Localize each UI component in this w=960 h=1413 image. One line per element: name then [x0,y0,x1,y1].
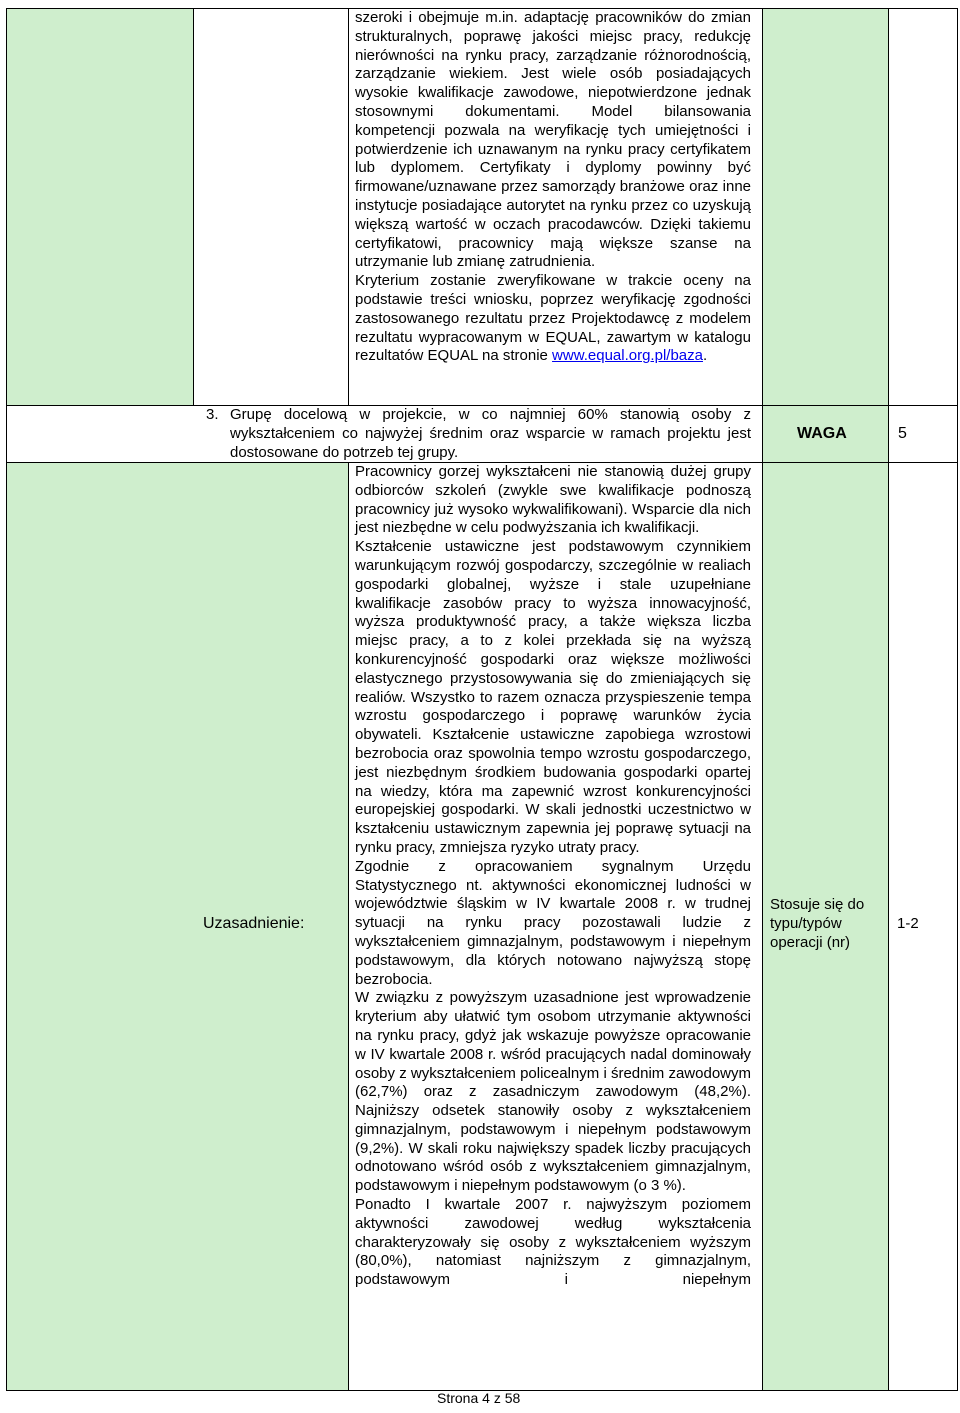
justification-paragraph: Pracownicy gorzej wykształceni nie stanowią dużej grupy odbiorców szkoleń (zwykle swe kwalifikacje podnoszą pracownicy już wysoko wykwalifikowani). Wsparcie dla nich jest niezbędne w celu podwyższania ich kwalifikacji. [355,463,751,537]
justification-paragraph: Kształcenie ustawiczne jest podstawowym czynnikiem warunkującym rozwój gospodarczy, szczególnie w realiach gospodarki globalnej, wyższe i stale uzupełniane kwalifikacje zasobów pracy to wyższa innowacyjność, wyższa produktywność pracy, a także większa liczba miejsc pracy, a to z kolei przekłada się na wyższą konkurencyjność gospodarki oraz większe możliwości elastycznego przystosowywania się do zmieniających się realiów. Wszystko to razem oznacza przyspieszenie tempa wzrostu gospodarczego i poprawę warunków życia obywateli. Kształcenie ustawiczne zapobiega wzrostowi bezrobocia oraz spowolnia tempo wzrostu gospodarczego, jest niezbędnym środkiem budowania gospodarki opartej na wiedzy, która ma zapewnić wzrost konkurencyjności europejskiej gospodarki. W skali jednostki uczestnictwo w kształceniu ustawicznym zapewnia jej poprawę sytuacji na rynku pracy, zmniejsza ryzyko utraty pracy. [355,538,751,856]
waga-value: 5 [898,425,907,442]
waga-label: WAGA [797,425,847,442]
kryterium-paragraph [355,272,751,366]
col-border-c [762,8,763,1391]
table-left-border [6,8,7,1391]
col-border-b [348,8,349,405]
justification-label: Uzasadnienie: [203,915,305,932]
criterion-text: Grupę docelową w projekcie, w co najmniej 60% stanowią osoby z wykształceniem co najwyżej średnim oraz wsparcie w ramach projektu jest dostosowane do potrzeb tej grupy. [230,406,751,461]
top-paragraph: szeroki i obejmuje m.in. adaptację pracowników do zmian strukturalnych, poprawę jakości miejsc pracy, redukcję nierówności na rynku pracy, zarządzanie różnorodnością, zarządzanie wiekiem. Jest wiele osób posiadających wysokie kwalifikacje zawodowe, niepotwierdzone jednak stosownymi dokumentami. Model bilansowania kompetencji pozwala na weryfikację tych umiejętności i potwierdzenie ich uznawanym na rynku pracy certyfikatem lub dyplomem. Certyfikaty i dyplomy powinny być firmowane/uznawane przez samorządy branżowe oraz inne instytucje posiadające autorytet na rynku przez co uzyskują większą wartość w oczach pracodawców. Dzięki takiemu certyfikatowi, pracownicy mają większe szanse na utrzymanie lub zmianę zatrudnienia. [355,9,751,271]
col-border-a [193,8,194,405]
applies-label: Stosuje się do typu/typów operacji (nr) [770,896,865,951]
applies-value: 1-2 [897,915,919,932]
justification-paragraph: W związku z powyższym uzasadnione jest wprowadzenie kryterium aby ułatwić tym osobom utrzymanie aktywności na rynku pracy, gdyż jak wskazuje powyższe opracowanie w IV kwartale 2008 r. wśród pracujących nadal dominowały osoby z wykształceniem policealnym i średnim zawodowym (62,7%) oraz z zasadniczym zawodowym (48,2%). Najniższy odsetek stanowiły osoby z wykształceniem gimnazjalnym, podstawowym i niepełnym podstawowym (9,2%). W skali roku największy spadek liczby pracujących odnotowano wśród osób z wykształceniem gimnazjalnym, podstawowym i niepełnym podstawowym (o 3 %). [355,989,751,1195]
justification-paragraph: Zgodnie z opracowaniem sygnalnym Urzędu Statystycznego nt. aktywności ekonomicznej ludności w województwie śląskim w IV kwartale 2008 r. w trudnej sytuacji na rynku pracy pozostawali ludzie z wykształceniem gimnazjalnym, podstawowym i niepełnym podstawowym, dla których notowano najwyższą stopę bezrobocia. [355,857,751,988]
top-text-block [355,9,751,366]
kryterium-text: Kryterium zostanie zweryfikowane w trakcie oceny na podstawie treści wniosku, poprzez weryfikację zgodności zastosowanego rezultatu przez Projektodawcę z modelem rezultatu wypracowanym w EQUAL, zawartym w katalogu rezultatów EQUAL na stronie [355,272,751,365]
col-border-d [888,8,889,1391]
page-number: Strona 4 z 58 [437,1390,521,1406]
equal-link[interactable]: www.equal.org.pl/baza [552,347,703,365]
justification-text [355,463,751,1290]
left-margin-cell [6,8,193,405]
col-border-b2 [348,462,349,1390]
right-label-cell-top [762,8,888,405]
table-right-border [957,8,958,1391]
justification-paragraph: Ponadto I kwartale 2007 r. najwyższym poziomem aktywności zawodowej według wykształcenia charakteryzowały się osoby z wykształceniem wyższym (80,0%), natomiast najniższym z gimnazjalnym, podstawowym i niepełnym [355,1196,751,1289]
criterion-number: 3. [206,406,219,423]
link-period: . [702,347,708,365]
